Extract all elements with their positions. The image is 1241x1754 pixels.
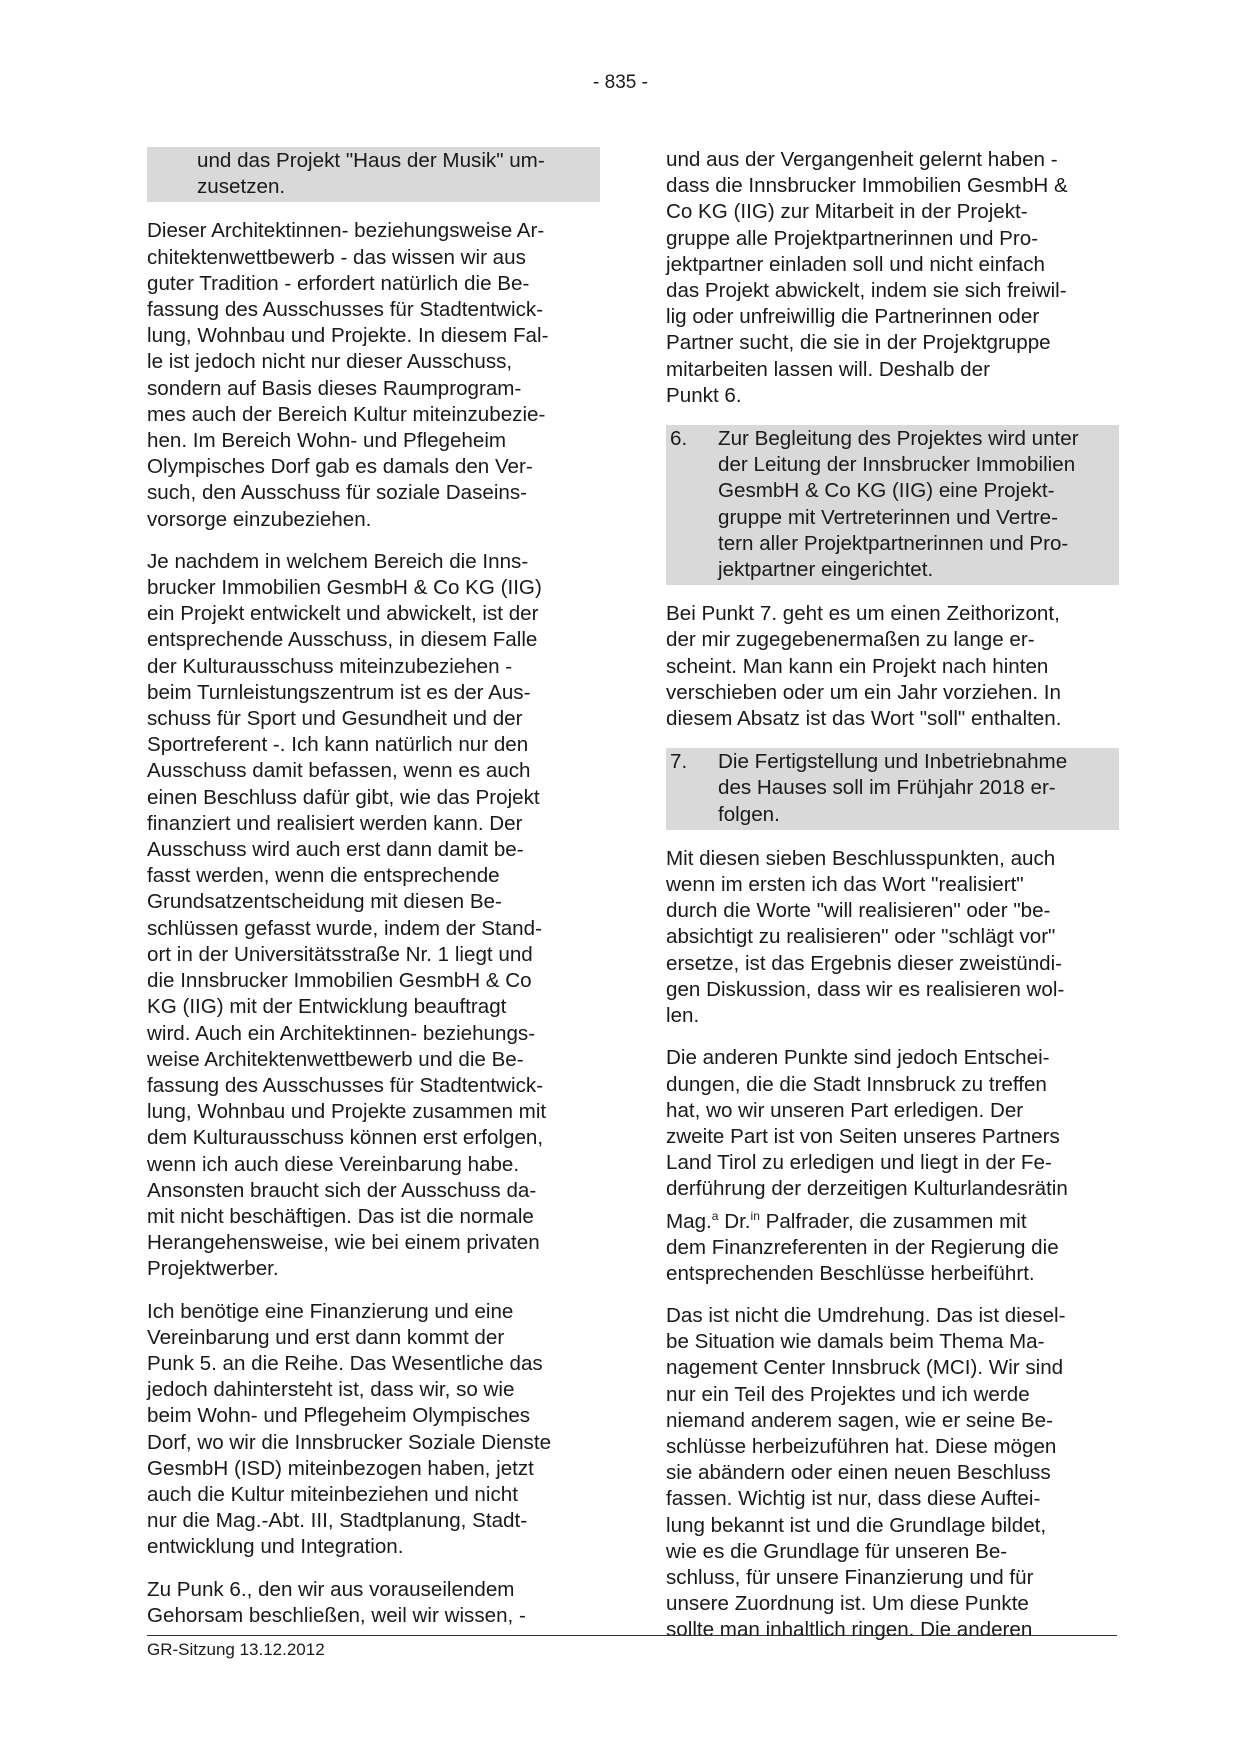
left-column (147, 147, 600, 1645)
footer-divider (147, 1635, 1117, 1636)
body-paragraph: Ich benötige eine Finanzierung und eine Vereinbarung und erst dann kommt der Punk 5. an die Reihe. Das Wesentliche das jedoch dahintersteht ist, dass wir, so wie beim Wohn- und Pflegeheim Olympisches Dorf, wo wir die Innsbrucker Soziale Dienste GesmbH (ISD) miteinbezogen haben, jetzt auch die Kultur miteinbeziehen und nicht nur die Mag.-Abt. III, Stadtplanung, Stadt- entwicklung und Integration. (147, 1299, 552, 1559)
paragraph-text: Dr. (718, 1209, 751, 1233)
page-number: - 835 - (593, 72, 648, 93)
body-paragraph: Zu Punk 6., den wir aus vorauseilendem Gehorsam beschließen, weil wir wissen, - (147, 1577, 526, 1627)
resolution-text: Die Fertigstellung und Inbetriebnahme des Hauses soll im Frühjahr 2018 er- folgen. (718, 750, 1068, 826)
resolution-text: Zur Begleitung des Projektes wird unter der Leitung der Innsbrucker Immobilien GesmbH & Co KG (IIG) eine Projekt- gruppe mit Vertreterinnen und Vertre- tern aller Projektpartnerinnen und Pro- jektpartner eingerichtet. (718, 427, 1079, 582)
resolution-point-7 (666, 748, 1119, 830)
paragraph-text: Palfrader, die zusammen mit dem Finanzreferenten in der Regierung die entsprechenden Beschlüsse herbeiführt. (666, 1209, 1059, 1285)
superscript: a (711, 1208, 719, 1223)
body-paragraph (666, 1045, 1119, 1287)
right-column (666, 147, 1119, 1660)
footer-text: GR-Sitzung 13.12.2012 (147, 1640, 325, 1659)
paragraph-text: Die anderen Punkte sind jedoch Entschei- dungen, die die Stadt Innsbruck zu treffen hat, wo wir unseren Part erledigen. Der zweite Part ist von Seiten unseres Partners Land Tirol zu erledigen und liegt in der Fe- derführung der derzeitigen Kulturlandesrätin Mag. (666, 1046, 1068, 1233)
body-paragraph: Bei Punkt 7. geht es um einen Zeithorizont, der mir zugegebenermaßen zu lange er- scheint. Man kann ein Projekt nach hinten verschieben oder um ein Jahr vorziehen. In diesem Absatz ist das Wort "soll" enthalten. (666, 602, 1062, 731)
resolution-number: 7. (670, 750, 688, 774)
body-paragraph: und aus der Vergangenheit gelernt haben - dass die Innsbrucker Immobilien GesmbH & Co KG (IIG) zur Mitarbeit in der Projekt- gruppe alle Projektpartnerinnen und Pro- jektpartner einladen soll und nicht einfach das Projekt abwickelt, indem sie sich freiwil- lig oder unfreiwillig die Partnerinnen oder Partner sucht, die sie in der Projektgruppe mitarbeiten lassen will. Deshalb der Punkt 6. (666, 148, 1068, 407)
resolution-point-6 (666, 425, 1119, 585)
body-paragraph: Dieser Architektinnen- beziehungsweise Ar- chitektenwettbewerb - das wissen wir aus guter Tradition - erfordert natürlich die Be- fassung des Ausschusses für Stadtentwick- lung, Wohnbau und Projekte. In diesem Fal- le ist jedoch nicht nur dieser Ausschuss, sondern auf Basis dieses Raumprogram- mes auch der Bereich Kultur miteinzubezie- hen. Im Bereich Wohn- und Pflegeheim Olympisches Dorf gab es damals den Ver- such, den Ausschuss für soziale Daseins- vorsorge einzubeziehen. (147, 219, 549, 531)
resolution-number: 6. (670, 427, 688, 451)
highlighted-resolution-continuation: und das Projekt "Haus der Musik" um- zusetzen. (147, 147, 600, 202)
superscript: in (750, 1208, 760, 1223)
body-paragraph: Je nachdem in welchem Bereich die Inns- brucker Immobilien GesmbH & Co KG (IIG) ein Projekt entwickelt und abwickelt, ist der entsprechende Ausschuss, in diesem Falle der Kulturausschuss miteinzubeziehen - beim Turnleistungszentrum ist es der Aus- schuss für Sport und Gesundheit und der Sportreferent -. Ich kann natürlich nur den Ausschuss damit befassen, wenn es auch einen Beschluss dafür gibt, wie das Projekt finanziert und realisiert werden kann. Der Ausschuss wird auch erst dann damit be- fasst werden, wenn die entsprechende Grundsatzentscheidung mit diesen Be- schlüssen gefasst wurde, indem der Stand- ort in der Universitätsstraße Nr. 1 liegt und die Innsbrucker Immobilien GesmbH & Co KG (IIG) mit der Entwicklung beauftragt wird. Auch ein Architektinnen- beziehungs- weise Architektenwettbewerb und die Be- fassung des Ausschusses für Stadtentwick- lung, Wohnbau und Projekte zusammen mit dem Kulturausschuss können erst erfolgen, wenn ich auch diese Vereinbarung habe. Ansonsten braucht sich der Ausschuss da- mit nicht beschäftigen. Das ist die normale Herangehensweise, wie bei einem privaten Projektwerber. (147, 549, 547, 1281)
body-paragraph: Das ist nicht die Umdrehung. Das ist diesel- be Situation wie damals beim Thema Ma- nagement Center Innsbruck (MCI). Wir sind nur ein Teil des Projektes und ich werde niemand anderem sagen, wie er seine Be- schlüsse herbeizuführen hat. Diese mögen sie abändern oder einen neuen Beschluss fassen. Wichtig ist nur, dass diese Auftei- lung bekannt ist und die Grundlage bildet, wie es die Grundlage für unseren Be- schluss, für unsere Finanzierung und für unsere Zuordnung ist. Um diese Punkte sollte man inhaltlich ringen. Die anderen (666, 1303, 1066, 1642)
body-paragraph: Mit diesen sieben Beschlusspunkten, auch wenn im ersten ich das Wort "realisiert" durch die Worte "will realisieren" oder "be- absichtigt zu realisieren" oder "schlägt vor" ersetze, ist das Ergebnis dieser zweistündi- gen Diskussion, dass wir es realisieren wol- len. (666, 846, 1065, 1028)
